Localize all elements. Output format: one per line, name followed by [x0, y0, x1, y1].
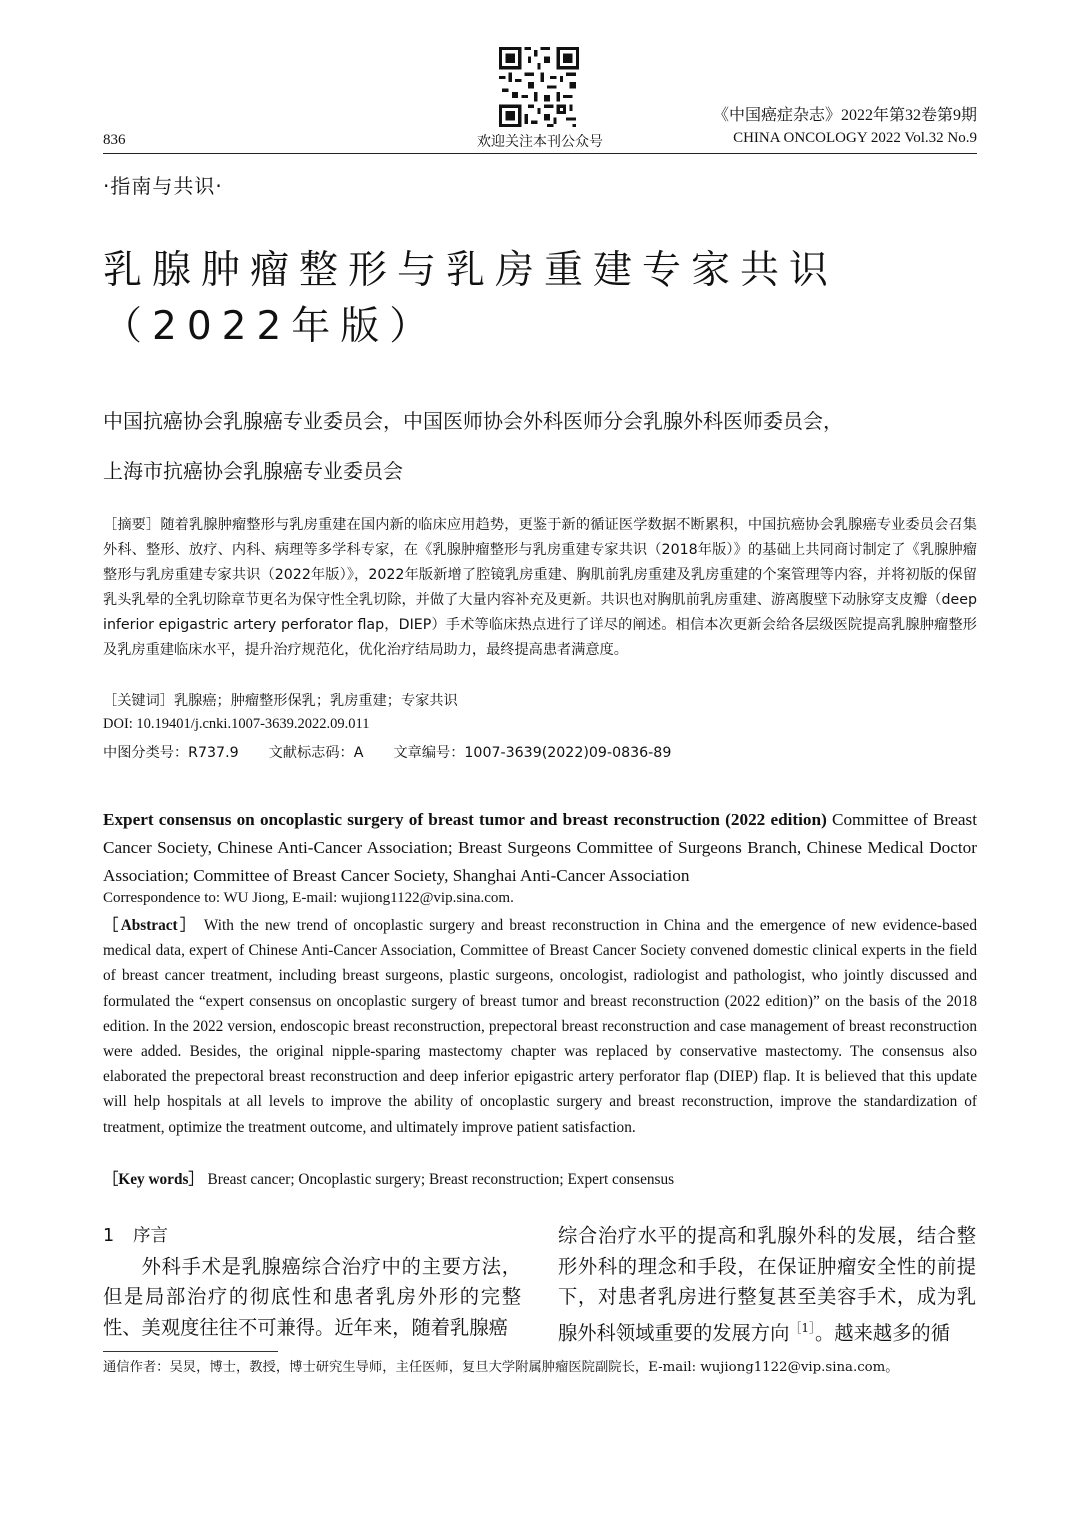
body-column-left: [103, 1221, 521, 1344]
section-tag: ·指南与共识·: [103, 174, 223, 198]
journal-header: [713, 104, 977, 150]
footnote: 通信作者：吴炅，博士，教授，博士研究生导师，主任医师，复旦大学附属肿瘤医院副院长，E-mail: wujiong1122@vip.sina.com。: [103, 1360, 899, 1375]
abstract-cn-text: 随着乳腺肿瘤整形与乳房重建在国内新的临床应用趋势，更鉴于新的循证医学数据不断累积，中国抗癌协会乳腺癌专业委员会召集外科、整形、放疗、内科、病理等多学科专家，在《乳腺肿瘤整形与乳房重建专家共识（2018年版）》的基础上共同商讨制定了《乳腺肿瘤整形与乳房重建专家共识（2022年版）》，2022年版新增了腔镜乳房重建、胸肌前乳房重建及乳房重建的个案管理等内容，并将初版的保留乳头乳晕的全乳切除章节更名为保守性全乳切除，并做了大量内容补充及更新。共识也对胸肌前乳房重建、游离腹壁下动脉穿支皮瓣（deep inferior epigastric artery perforator flap，DIEP）手术等临床热点进行了详尽的阐述。相信本次更新会给各层级医院提高乳腺肿瘤整形及乳房重建临床水平，提升治疗规范化，优化治疗结局助力，最终提高患者满意度。: [103, 517, 977, 658]
journal-name-en: CHINA ONCOLOGY 2022 Vol.32 No.9: [733, 130, 977, 146]
section-number: 1: [103, 1226, 115, 1246]
english-committees: Committee of Breast Cancer Society, Chinese Anti-Cancer Association; Breast Surgeons Committee of Surgeons Branch, Chinese Medical Doctor Association; Committee of Breast Cancer Society, Shanghai Anti-Cancer Association: [103, 810, 978, 885]
keywords-en-label: ［Key words］: [103, 1171, 204, 1188]
body-right-text-b: 。越来越多的循: [815, 1321, 950, 1345]
article-number: 文章编号：1007-3639(2022)09-0836-89: [393, 745, 672, 761]
english-title: Expert consensus on oncoplastic surgery of breast tumor and breast reconstruction (2022 edition): [103, 810, 827, 829]
keywords-cn-label: ［关键词］: [103, 693, 174, 709]
abstract-cn-label: ［摘要］: [103, 517, 161, 533]
document-code: 文献标志码：A: [268, 745, 364, 761]
body-column-right: [558, 1221, 976, 1349]
authors-line-2: 上海市抗癌协会乳腺癌专业委员会: [103, 459, 403, 483]
classification: [103, 742, 671, 762]
section-heading: [103, 1221, 521, 1252]
abstract-en-text: With the new trend of oncoplastic surgery and breast reconstruction in China and the emergence of new evidence-based medical data, expert of Chinese Anti-Cancer Association, Committee of Breast Cancer Society convened domestic clinical experts in the field of breast cancer treatment, including breast surgeons, plastic surgeons, oncologist, radiologist and pathologist, who jointly discussed and formulated the “expert consensus on oncoplastic surgery of breast tumor and breast reconstruction (2022 edition)” on the basis of the 2018 edition. In the 2022 version, endoscopic breast reconstruction, prepectoral breast reconstruction and case management of breast reconstruction were added. Besides, the original nipple-sparing mastectomy chapter was replaced by conservative mastectomy. The consensus also elaborated the prepectoral breast reconstruction and deep inferior epigastric artery perforator flap (DIEP) flap. It is believed that this update will help hospitals at all levels to improve the ability of oncoplastic surgery and breast reconstruction, improve the standardization of treatment, optimize the treatment outcome, and ultimately improve patient satisfaction.: [103, 917, 977, 1136]
title-line-1: 乳腺肿瘤整形与乳房重建专家共识: [103, 248, 839, 293]
keywords-en: [103, 1167, 674, 1189]
body-right-text-a: 综合治疗水平的提高和乳腺外科的发展，结合整形外科的理念和手段，在保证肿瘤安全性的前提下，对患者乳房进行整复甚至美容手术，成为乳腺外科领域重要的发展方向: [558, 1224, 976, 1345]
header-rule: [103, 153, 977, 154]
abstract-cn: [103, 513, 977, 663]
journal-name-cn: 《中国癌症杂志》2022年第32卷第9期: [712, 107, 977, 124]
title-line-2: （2022年版）: [103, 304, 439, 349]
keywords-cn-text: 乳腺癌；肿瘤整形保乳；乳房重建；专家共识: [173, 693, 458, 709]
body-paragraph-right: [558, 1221, 976, 1349]
keywords-cn: [103, 690, 458, 710]
qr-caption: 欢迎关注本刊公众号: [477, 134, 603, 150]
footnote-rule: [103, 1351, 278, 1352]
section-title: 序言: [133, 1226, 168, 1246]
authors: [103, 396, 983, 496]
doi: DOI: 10.19401/j.cnki.1007-3639.2022.09.011: [103, 716, 370, 732]
abstract-en: [103, 913, 977, 1140]
page-title: [103, 243, 838, 355]
page-number: 836: [103, 132, 126, 148]
citation: ［1］: [789, 1321, 816, 1336]
keywords-en-text: Breast cancer; Oncoplastic surgery; Breast reconstruction; Expert consensus: [207, 1171, 675, 1188]
clc-number: 中图分类号：R737.9: [103, 745, 239, 761]
abstract-en-label: ［Abstract］: [103, 917, 198, 934]
authors-line-1: 中国抗癌协会乳腺癌专业委员会，中国医师协会外科医师分会乳腺外科医师委员会，: [103, 409, 843, 433]
qr-code-icon: [499, 47, 579, 127]
body-paragraph-left: 外科手术是乳腺癌综合治疗中的主要方法，但是局部治疗的彻底性和患者乳房外形的完整性、美观度往往不可兼得。近年来，随着乳腺癌: [103, 1254, 521, 1340]
english-title-block: [103, 806, 977, 890]
correspondence: Correspondence to: WU Jiong, E-mail: wujiong1122@vip.sina.com.: [103, 890, 514, 906]
